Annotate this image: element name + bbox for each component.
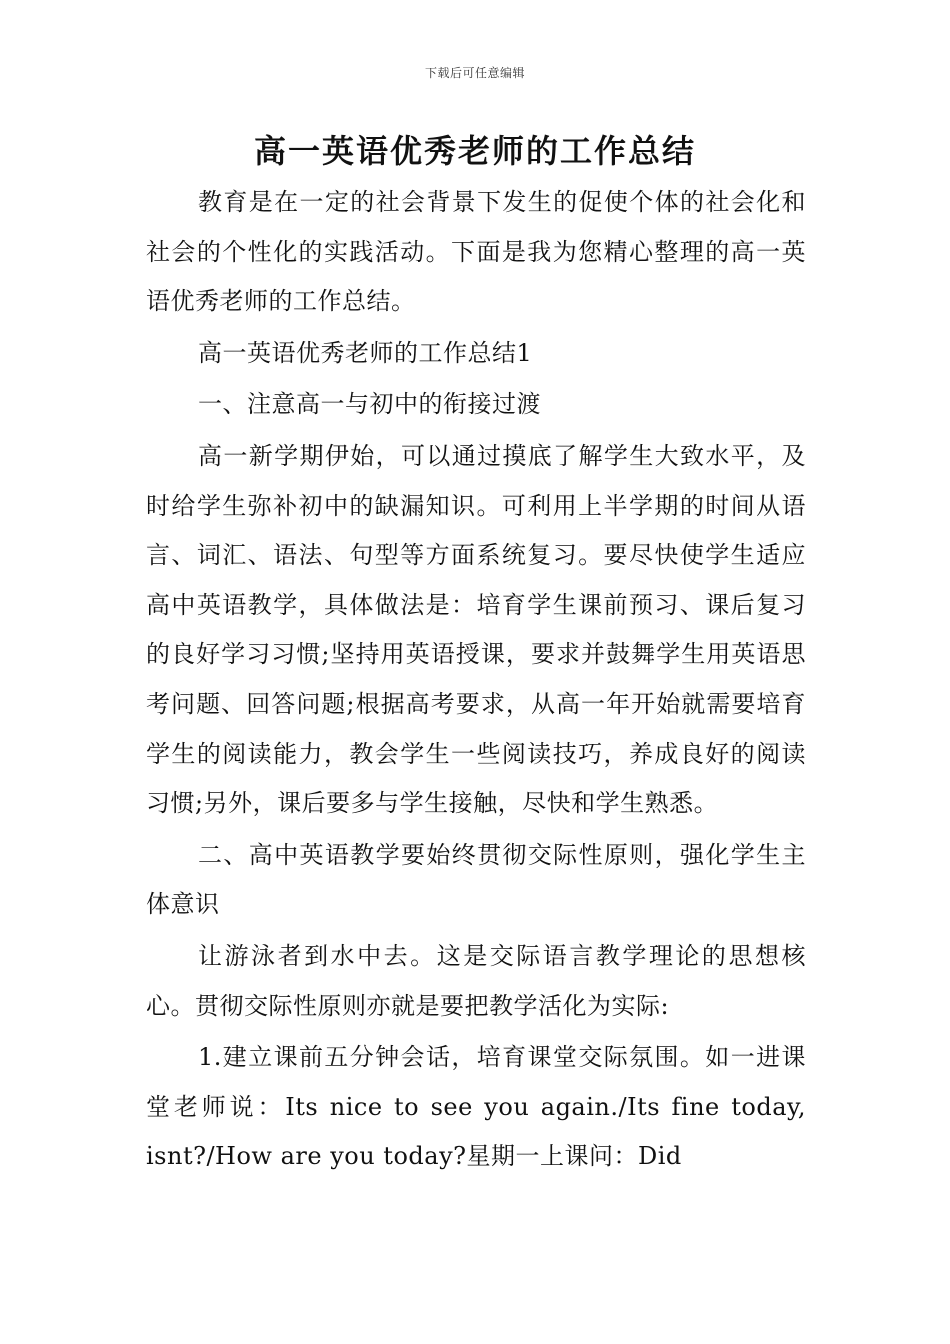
- paragraph-communicative-body: 让游泳者到水中去。这是交际语言教学理论的思想核心。贯彻交际性原则亦就是要把教学活化为实际:: [146, 941, 806, 1020]
- intro-paragraph: 教育是在一定的社会背景下发生的促使个体的社会化和社会的个性化的实践活动。下面是我为您精心整理的高一英语优秀老师的工作总结。: [146, 188, 806, 316]
- subheading-transition: 一、注意高一与初中的衔接过渡: [198, 390, 541, 419]
- subheading-communicative-principle: 二、高中英语教学要始终贯彻交际性原则，强化学生主体意识: [146, 840, 806, 919]
- paragraph-item-1: 1.建立课前五分钟会话，培育课堂交际氛围。如一进课堂老师说：Its nice to see you again./Its fine today, isnt?/How are you today?星期一上课问：Did: [146, 1043, 806, 1171]
- section-heading-summary-1: 高一英语优秀老师的工作总结1: [198, 338, 533, 367]
- paragraph-transition-body: 高一新学期伊始，可以通过摸底了解学生大致水平，及时给学生弥补初中的缺漏知识。可利用上半学期的时间从语言、词汇、语法、句型等方面系统复习。要尽快使学生适应高中英语教学，具体做法是：培育学生课前预习、课后复习的良好学习习惯;坚持用英语授课，要求并鼓舞学生用英语思考问题、回答问题;根据高考要求，从高一年开始就需要培育学生的阅读能力，教会学生一些阅读技巧，养成良好的阅读习惯;另外，课后要多与学生接触，尽快和学生熟悉。: [146, 441, 806, 818]
- header-note: 下载后可任意编辑: [424, 66, 525, 80]
- document-body: [146, 178, 806, 1182]
- page-title: 高一英语优秀老师的工作总结: [253, 132, 696, 170]
